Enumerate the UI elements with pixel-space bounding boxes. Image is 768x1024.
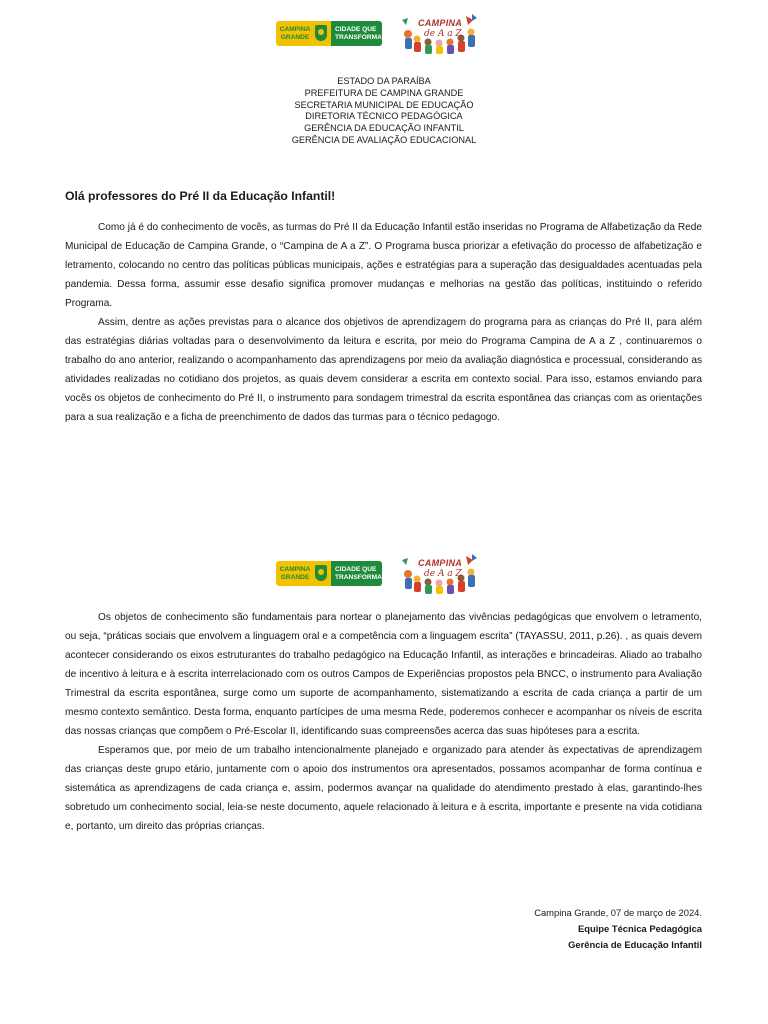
city-name (276, 561, 314, 586)
campina-grande-logo (276, 21, 382, 46)
paragraph: Os objetos de conhecimento são fundamentais para nortear o planejamento das vivências pedagógicas que envolvem o letramento, ou seja, “práticas sociais que envolvem a linguagem oral e a competência com a linguagem escrita” (TAYASSU, 2011, p.26). , as quais devem acontecer considerando os eixos estruturantes do trabalho pedagógico na Educação Infantil, as interações e brincadeiras. Aliado ao trabalho de incentivo à leitura e à escrita interrelacionado com os outros Campos de Experiências propostos pela BNCC, o instrumento para Avaliação Trimestral da escrita espontânea, surge como um suporte de acompanhamento, sistematizando a escrita de cada criança a partir de um mesmo contexto semântico. Desta forma, enquanto partícipes de uma mesma Rede, poderemos conhecer e acompanhar os níveis de escrita das nossas crianças que compõem o Pré-Escolar II, identificando suas compreensões acerca das suas hipóteses para a escrita. (65, 612, 702, 737)
paragraph: Como já é do conhecimento de vocês, as turmas do Pré II da Educação Infantil estão inseridas no Programa de Alfabetização da Rede Municipal de Educação de Campina Grande, o “Campina de A a Z”. O Programa busca priorizar a efetivação do processo de alfabetização e letramento, colocando no centro das políticas públicas municipais, ações e estratégias para a superação das desigualdades acentuadas pela pandemia. Dessa forma, assumir esse desafio significa promover mudanças e melhorias na gestão das políticas, instituindo o referido Programa. (65, 222, 702, 309)
header-line-directorate: DIRETORIA TÉCNICO PEDAGÓGICA (305, 111, 463, 122)
city-tagline-line2: TRANSFORMA (335, 573, 382, 581)
body-text (65, 608, 702, 836)
city-name-line2: GRANDE (280, 573, 310, 581)
intro-text (65, 218, 702, 427)
header-line-state: ESTADO DA PARAÍBA (337, 76, 431, 86)
header-line-prefecture: PREFEITURA DE CAMPINA GRANDE (304, 87, 464, 98)
paragraph: Esperamos que, por meio de um trabalho intencionalmente planejado e organizado para atender às expectativas de aprendizagem das crianças deste grupo etário, juntamente com o apoio dos instrumentos ora apresentados, possamos acompanhar de forma contínua e sistemática as aprendizagens de cada criança e, assim, podermos avançar na qualidade do atendimento prestado à elas, garantindo-lhes sobretudo um conhecimento social, leia-se neste documento, aquele relacionado à leitura e à escrita, importante e presente na vida cotidiana e, portanto, um direito das próprias crianças. (65, 745, 702, 832)
campina-de-a-a-z-logo (398, 552, 480, 596)
header-line-evaluation: GERÊNCIA DE AVALIAÇÃO EDUCACIONAL (291, 134, 477, 145)
city-tagline-line1: CIDADE QUE (335, 26, 377, 33)
city-tagline (331, 21, 382, 46)
program-logo-subtitle: de A a Z (424, 29, 462, 39)
header-line-early-education: GERÊNCIA DA EDUCAÇÃO INFANTIL (304, 123, 464, 134)
paragraph: Assim, dentre as ações previstas para o alcance dos objetivos de aprendizagem do programa para as crianças do Pré II, para além das estratégias diárias voltadas para o desenvolvimento da leitura e escrita, por meio do Programa Campina de A a Z , continuaremos o trabalho do ano anterior, realizando o acompanhamento das aprendizagens por meio da avaliação diagnóstica e processual, considerando as atividades realizadas no cotidiano dos projetos, as quais devem considerar a escrita em contexto social. Para isso, estamos enviando para vocês os objetos de conhecimento do Pré II, o instrumento para sondagem trimestral da escrita espontânea das crianças com as orientações para a sua realização e a ficha de preenchimento de dados das turmas para o técnico pedagogo. (65, 317, 702, 423)
city-tagline (331, 561, 382, 586)
city-name-line2: GRANDE (280, 33, 310, 41)
campina-grande-logo (276, 561, 382, 586)
logo-row-middle (0, 552, 768, 596)
signature-department: Gerência de Educação Infantil (568, 939, 702, 950)
signature-block (534, 905, 702, 953)
city-tagline-line1: CIDADE QUE (335, 566, 377, 573)
city-name-line1: CAMPINA (279, 566, 311, 573)
signature-team: Equipe Técnica Pedagógica (578, 923, 702, 934)
city-crest-icon (315, 25, 327, 41)
city-crest-icon (315, 565, 327, 581)
city-tagline-line2: TRANSFORMA (335, 33, 382, 41)
city-name (276, 21, 314, 46)
logo-row-top (0, 12, 768, 56)
greeting-heading: Olá professores do Pré II da Educação Infantil! (65, 189, 336, 203)
header-line-secretariat: SECRETARIA MUNICIPAL DE EDUCAÇÃO (294, 99, 474, 110)
institution-header (0, 76, 768, 147)
program-logo-title: CAMPINA (418, 558, 463, 568)
date-line: Campina Grande, 07 de março de 2024. (534, 907, 702, 918)
campina-de-a-a-z-logo (398, 12, 480, 56)
city-name-line1: CAMPINA (279, 26, 311, 33)
program-logo-title: CAMPINA (418, 18, 463, 28)
program-logo-subtitle: de A a Z (424, 569, 462, 579)
